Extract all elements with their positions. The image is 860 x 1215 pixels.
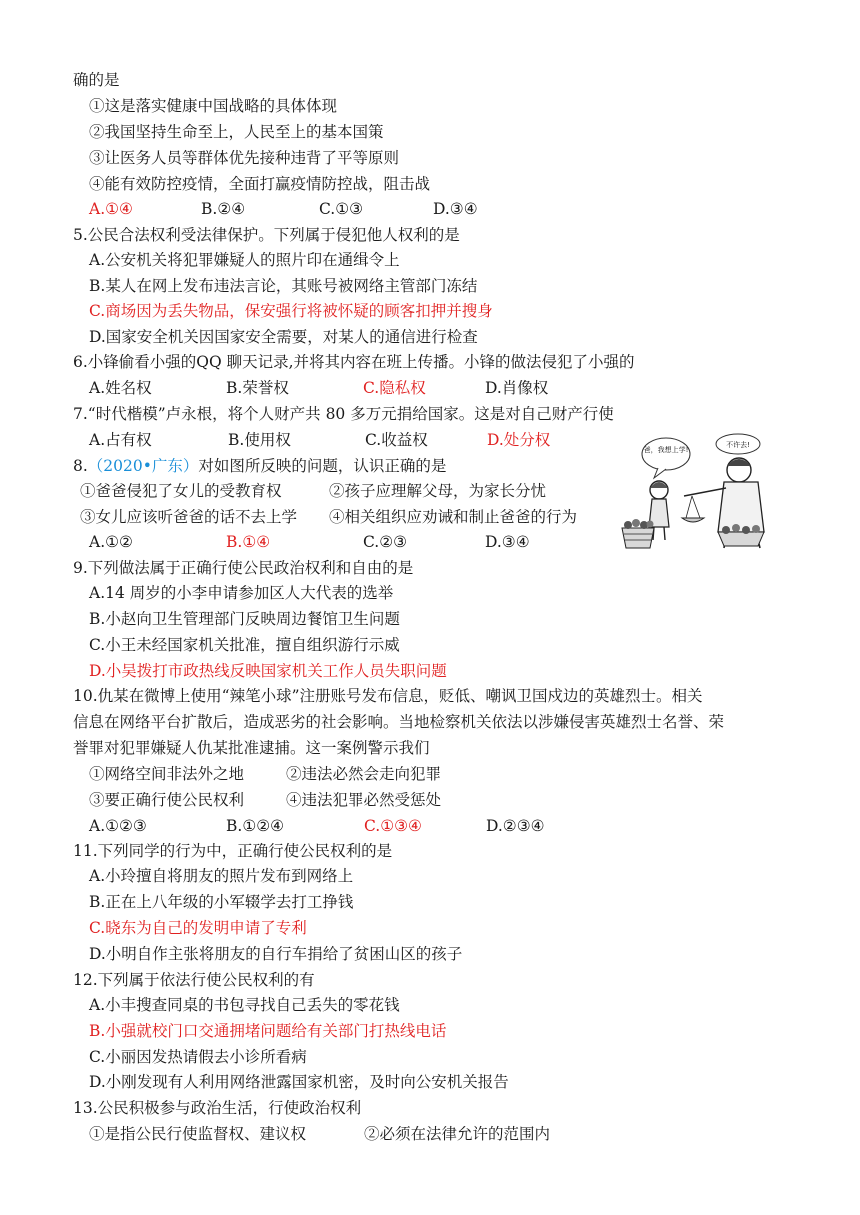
q10-stem-line-2: 信息在网络平台扩散后，造成恶劣的社会影响。当地检察机关依法以涉嫌侵害英雄烈士名誉、荣 (73, 713, 725, 731)
q4-option-d: D.③④ (433, 200, 478, 218)
q6-option-b: B.荣誉权 (226, 379, 289, 397)
q10-option-a: A.①②③ (89, 817, 147, 835)
q13-statement-1: ①是指公民行使监督权、建议权 (89, 1125, 307, 1143)
q10-stem-line-1: 10.仇某在微博上使用“辣笔小球”注册账号发布信息，贬低、嘲讽卫国戍边的英雄烈士。相关 (73, 687, 703, 705)
q11-option-c-answer: C.晓东为自己的发明申请了专利 (89, 919, 307, 937)
q9-option-c: C.小王未经国家机关批准，擅自组织游行示威 (89, 636, 400, 654)
q7-option-c: C.收益权 (365, 431, 428, 449)
q10-option-d: D.②③④ (486, 817, 545, 835)
q6-option-c-answer: C.隐私权 (363, 379, 426, 397)
q8-number: 8. (73, 457, 88, 475)
q5-stem: 5.公民合法权利受法律保护。下列属于侵犯他人权利的是 (73, 226, 460, 244)
q7-option-d-answer: D.处分权 (487, 431, 551, 449)
q8-statement-3: ③女儿应该听爸爸的话不去上学 (80, 508, 298, 526)
q5-option-a: A.公安机关将犯罪嫌疑人的照片印在通缉令上 (89, 251, 400, 269)
q8-stem: 对如图所反映的问题，认识正确的是 (198, 457, 447, 475)
q8-cartoon-speech-left: 爸，我想上学! (643, 446, 689, 454)
q10-option-c-answer: C.①③④ (364, 817, 422, 835)
q9-option-a: A.14 周岁的小李申请参加区人大代表的选举 (89, 584, 394, 602)
q12-option-d: D.小刚发现有人利用网络泄露国家机密，及时向公安机关报告 (89, 1073, 509, 1091)
q8-option-a: A.①② (89, 533, 133, 551)
q5-option-b: B.某人在网上发布违法言论，其账号被网络主管部门冻结 (89, 277, 478, 295)
q4-statement-3: ③让医务人员等群体优先接种违背了平等原则 (89, 149, 400, 167)
q12-stem: 12.下列属于依法行使公民权利的有 (73, 971, 315, 989)
q10-statement-3: ③要正确行使公民权利 (89, 791, 245, 809)
q7-stem: 7.“时代楷模”卢永根，将个人财产共 80 多万元捐给国家。这是对自己财产行使 (73, 405, 614, 423)
q4-option-b: B.②④ (201, 200, 246, 218)
q4-option-a-answer: A.①④ (89, 200, 133, 218)
q10-statement-4: ④违法犯罪必然受惩处 (286, 791, 442, 809)
q5-option-c-answer: C.商场因为丢失物品，保安强行将被怀疑的顾客扣押并搜身 (89, 302, 493, 320)
q9-option-d-answer: D.小吴拨打市政热线反映国家机关工作人员失职问题 (89, 662, 447, 680)
q10-stem-line-3: 誉罪对犯罪嫌疑人仇某批准逮捕。这一案例警示我们 (73, 739, 430, 757)
q8-option-c: C.②③ (363, 533, 408, 551)
q8-statement-2: ②孩子应理解父母，为家长分忧 (329, 482, 547, 500)
q8-statement-1: ①爸爸侵犯了女儿的受教育权 (80, 482, 282, 500)
q8-stem-line (73, 456, 446, 478)
q4-statement-4: ④能有效防控疫情，全面打赢疫情防控战，阻击战 (89, 175, 431, 193)
q4-statement-1: ①这是落实健康中国战略的具体体现 (89, 97, 338, 115)
q10-statement-1: ①网络空间非法外之地 (89, 765, 245, 783)
q4-statement-2: ②我国坚持生命至上，人民至上的基本国策 (89, 123, 384, 141)
q8-statement-4: ④相关组织应劝诫和制止爸爸的行为 (329, 508, 578, 526)
q11-stem: 11.下列同学的行为中，正确行使公民权利的是 (73, 842, 393, 860)
q11-option-d: D.小明自作主张将朋友的自行车捐给了贫困山区的孩子 (89, 945, 463, 963)
q10-option-b: B.①②④ (226, 817, 285, 835)
q12-option-c: C.小丽因发热请假去小诊所看病 (89, 1048, 307, 1066)
q10-statement-2: ②违法必然会走向犯罪 (286, 765, 442, 783)
q8-option-b-answer: B.①④ (226, 533, 271, 551)
q8-cartoon-illustration (614, 432, 790, 552)
q13-stem: 13.公民积极参与政治生活，行使政治权利 (73, 1099, 362, 1117)
q8-option-d: D.③④ (485, 533, 530, 551)
q6-stem: 6.小锋偷看小强的QQ 聊天记录,并将其内容在班上传播。小锋的做法侵犯了小强的 (73, 353, 635, 371)
q13-statement-2: ②必须在法律允许的范围内 (364, 1125, 551, 1143)
q7-option-b: B.使用权 (228, 431, 291, 449)
q12-option-a: A.小丰搜查同桌的书包寻找自己丢失的零花钱 (89, 996, 400, 1014)
q11-option-a: A.小玲擅自将朋友的照片发布到网络上 (89, 867, 354, 885)
q11-option-b: B.正在上八年级的小军辍学去打工挣钱 (89, 893, 354, 911)
q6-option-d: D.肖像权 (485, 379, 549, 397)
q4-stem-tail: 确的是 (73, 71, 120, 89)
q4-option-c: C.①③ (319, 200, 364, 218)
q6-option-a: A.姓名权 (89, 379, 152, 397)
q9-option-b: B.小赵向卫生管理部门反映周边餐馆卫生问题 (89, 610, 400, 628)
q8-source: （2020•广东） (87, 457, 199, 475)
q8-cartoon-speech-right: 不许去! (726, 441, 750, 449)
q5-option-d: D.国家安全机关因国家安全需要，对某人的通信进行检查 (89, 328, 478, 346)
q7-option-a: A.占有权 (89, 431, 152, 449)
q9-stem: 9.下列做法属于正确行使公民政治权利和自由的是 (73, 559, 414, 577)
q12-option-b-answer: B.小强就校门口交通拥堵问题给有关部门打热线电话 (89, 1022, 447, 1040)
